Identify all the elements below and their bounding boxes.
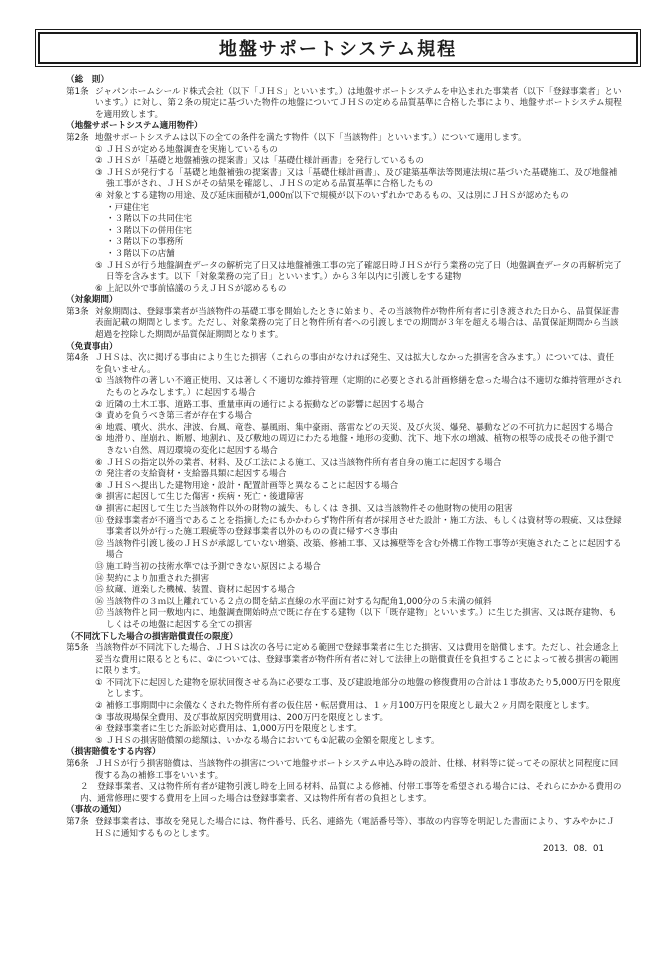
sub-paragraph: ２ 登録事業者、又は物件所有者が建物引渡し時を上回る材料、品質による修補、付帯工事等を希望される場合には、それらにかかる費用の内、通常修理に要する費用を上回った場合は登録事業者、又は物件所有者の負担とします。: [80, 782, 622, 804]
item-text: 当該物件引渡し後のＪＨＳが承認していない増築、改築、修補工事、又は擁壁等を含む外構工作物工事等が実施されたことに起因する場合: [106, 538, 622, 561]
item-text: 上記以外で事前協議のうえＪＨＳが認めるもの: [106, 283, 287, 294]
list-item: [66, 400, 622, 412]
list-item: [66, 701, 622, 713]
article-text: [95, 353, 622, 376]
item-mark: ③: [95, 167, 103, 178]
article-number: 第3条: [66, 306, 89, 317]
list-item: [66, 562, 622, 574]
list-item: [66, 736, 622, 748]
section-heading: （地盤サポートシステム適用物件）: [66, 121, 203, 132]
article-text: [95, 133, 622, 145]
item-mark: ①: [95, 677, 103, 688]
article-paragraph: ジャパンホームシールド株式会社（以下「ＪＨＳ」といいます。）は地盤サポートシステムを申込まれた事業者（以下「登録事業者」といいます。）に対し、第２条の規定に基づいた物件の地盤についてＪＨＳの定める品質基準に合格した事により、地盤サポートシステム規程を適用致します。: [95, 86, 622, 120]
article-number: 第6条: [66, 759, 89, 770]
item-text: 登録事業者が不適当であることを指摘したにもかかわらず物件所有者が採用させた設計・施工方法、もしくは資材等の瑕疵、又は登録事業者以外が行った施工瑕疵等の登録事業者以外のものの責に帰すべき事由: [106, 515, 622, 538]
item-mark: ②: [95, 399, 103, 410]
item-text: 対象とする建物の用途、及び延床面積が1,000㎡以下で規模が以下のいずれかであるもの、又は別にＪＨＳが認めたもの: [106, 190, 569, 201]
list-item: [66, 724, 622, 736]
list-item: [66, 376, 622, 399]
list-item: [66, 481, 622, 493]
article-paragraph: 登録事業者は、事故を発見した場合には、物件番号、氏名、連絡先（電話番号等）、事故の内容等を明記した書面により、すみやかにＪＨＳに通知するものとします。: [95, 817, 615, 839]
list-item: [66, 168, 622, 191]
item-text: ＪＨＳが「基礎と地盤補強の提案書」又は「基礎仕様計画書」を発行しているもの: [106, 156, 424, 167]
item-mark: ④: [95, 724, 103, 735]
article: [66, 643, 622, 678]
list-item: [66, 492, 622, 504]
item-text: 責めを負うべき第三者が存在する場合: [106, 411, 253, 422]
list-item: [66, 191, 622, 203]
article-paragraph: 地盤サポートシステムは以下の全ての条件を満たす物件（以下「当該物件」といいます。）について適用します。: [95, 132, 527, 143]
item-mark: ⑪: [95, 515, 104, 526]
item-text: 契約により加重された損害: [106, 573, 210, 584]
list-item: [66, 261, 622, 284]
list-item: [66, 469, 622, 481]
item-mark: ⑫: [95, 538, 104, 549]
article-paragraph: ＪＨＳが行う損害賠償は、当該物件の損害について地盤サポートシステム申込み時の設計、仕様、材料等に従ってその原状と同程度に回復する為の補修工事をいいます。: [95, 759, 619, 781]
item-mark: ②: [95, 156, 103, 167]
bullet-item: ・３階以下の事務所: [106, 237, 184, 248]
list-item: [66, 156, 622, 168]
item-text: ＪＨＳが行う地盤調査データの解析完了日又は地盤補強工事の完了確認日時ＪＨＳが行う業務の完了日（地盤調査データの再解析完了日等を含みます。以下「対象業務の完了日」といいます。）から３年以内に引渡しをする建物: [106, 260, 622, 283]
article-list: [66, 782, 622, 805]
document-title: 地盤サポートシステム規程: [38, 32, 638, 64]
item-text: 損害に起因して生じた当該物件以外の財物の滅失、もしくは き損、又は当該物件その他財物の使用の阻害: [106, 503, 513, 514]
section-heading: （事故の通知）: [66, 805, 127, 816]
article-text: [95, 759, 622, 782]
article-number: 第5条: [66, 643, 89, 654]
article-list: [66, 145, 622, 296]
list-item: [66, 678, 622, 701]
article-paragraph: 対象期間は、登録事業者が当該物件の基礎工事を開始したときに始まり、その当該物件が物件所有者に引き渡された日から、品質保証書表面記載の期間とします。ただし、対象業務の完了日と物件所有者への引渡しまでの期間が３年を超える場合は、品質保証期間から当該超過を控除した期間が品質保証期間となります。: [95, 306, 620, 341]
section-heading: （免責事由）: [66, 341, 118, 352]
list-item: [66, 458, 622, 470]
section-heading: （対象期間）: [66, 295, 118, 306]
article: [66, 133, 622, 145]
bullet-item: ・３階以下の共同住宅: [106, 214, 192, 225]
item-mark: ⑤: [95, 735, 103, 746]
item-mark: ⑥: [95, 283, 103, 294]
item-text: ＪＨＳが発行する「基礎と地盤補強の提案書」又は「基礎仕様計画書」、及び建築基準法等関連法規に基づいた基礎施工、及び地盤補強工事がされ、ＪＨＳがその結果を確認し、ＪＨＳの定める品質基準に合格したもの: [106, 167, 618, 190]
list-item: [66, 585, 622, 597]
list-item: [66, 423, 622, 435]
article-paragraph: ＪＨＳは、次に掲げる事由により生じた損害（これらの事由がなければ発生、又は拡大しなかった損害を含みます。）については、責任を負いません。: [95, 353, 615, 375]
article-text: [95, 643, 622, 678]
list-item: [66, 713, 622, 725]
item-mark: ⑨: [95, 492, 103, 503]
section-heading: （総 則）: [66, 75, 109, 85]
article: [66, 353, 622, 376]
item-text: 当該物件の３ｍ以上離れている２点の間を結ぶ直線の水平面に対する勾配角1,000分の５未満の傾斜: [106, 596, 492, 607]
item-text: ＪＨＳが定める地盤調査を実施しているもの: [106, 144, 278, 155]
item-mark: ③: [95, 712, 103, 723]
list-item: [66, 608, 622, 631]
article: [66, 87, 622, 122]
article-text: [95, 87, 622, 122]
item-mark: ③: [95, 411, 103, 422]
item-text: 施工時当初の技術水準では予測できない原因による場合: [106, 561, 321, 572]
article-text: [95, 307, 622, 342]
item-mark: ⑤: [95, 260, 103, 271]
list-item: [66, 434, 622, 457]
item-text: 事故現場保全費用、及び事故原因究明費用は、200万円を限度とします。: [106, 712, 389, 723]
article-number: 第1条: [66, 86, 89, 97]
list-item: [66, 597, 622, 609]
bullet-item: ・３階以下の店舗: [106, 248, 175, 259]
list-item: [66, 539, 622, 562]
article-number: 第4条: [66, 353, 89, 364]
item-mark: ②: [95, 701, 103, 712]
article-list: [66, 376, 622, 631]
item-text: ＪＨＳの損害賠償額の総額は、いかなる場合においても①記載の金額を限度とします。: [106, 735, 440, 746]
item-mark: ④: [95, 422, 103, 433]
item-text: 近隣の土木工事、道路工事、重量車両の通行による振動などの影響に起因する場合: [106, 399, 424, 410]
article-paragraph: 当該物件が不同沈下した場合、ＪＨＳは次の各号に定める範囲で登録事業者に生じた損害、又は費用を賠償します。ただし、社会通念上妥当な費用に限るとともに、②については、登録事業者が物件所有者に対して法律上の賠償責任を負担することによって被る損害の範囲に限ります。: [95, 643, 619, 677]
document-body: [66, 75, 622, 856]
item-mark: ⑭: [95, 573, 104, 584]
item-text: ＪＨＳへ提出した建物用途・設計・配置計画等と異なることに起因する場合: [106, 480, 399, 491]
item-mark: ⑬: [95, 561, 104, 572]
article-text: [95, 817, 622, 840]
item-text: 地震、噴火、洪水、津波、台風、竜巻、暴風雨、集中豪雨、落雷などの天災、及び火災、爆発、暴動などの不可抗力に起因する場合: [106, 422, 614, 433]
item-mark: ⑯: [95, 596, 104, 607]
revision-date: 2013．08．01: [543, 844, 604, 855]
item-text: 損害に起因して生じた傷害・疾病・死亡・後遺障害: [106, 492, 304, 503]
item-mark: ①: [95, 144, 103, 155]
section-heading: （不同沈下した場合の損害賠償責任の限度）: [66, 631, 238, 642]
bullet-item: ・戸建住宅: [106, 202, 149, 213]
item-mark: ⑥: [95, 457, 103, 468]
list-item: [66, 145, 622, 157]
article-number: 第7条: [66, 817, 89, 827]
item-text: 地滑り、崖崩れ、断層、地割れ、及び敷地の周辺にわたる地盤・地形の変動、沈下、地下水の増減、植物の根等の成長その他予測できない自然、周辺環境の変化に起因する場合: [106, 434, 615, 456]
item-mark: ⑤: [95, 434, 103, 445]
item-mark: ⑧: [95, 480, 103, 491]
item-mark: ①: [95, 376, 103, 387]
item-text: 補修工事期間中に余儀なくされた物件所有者の仮住居・転居費用は、１ヶ月100万円を限度とし最大２ヶ月間を限度とします。: [106, 701, 595, 712]
item-text: 当該物件と同一敷地内に、地盤調査開始時点で既に存在する建物（以下「既存建物」といいます。）に生じた損害、又は既存建物、もしくはその地盤に起因する全ての損害: [106, 608, 617, 630]
section-heading: （損害賠償をする内容）: [66, 747, 161, 758]
bullet-item: ・３階以下の併用住宅: [106, 225, 192, 236]
list-item: [66, 574, 622, 586]
list-item: [66, 411, 622, 423]
list-item: [66, 504, 622, 516]
item-mark: ④: [95, 190, 103, 201]
item-mark: ⑮: [95, 585, 104, 596]
article: [66, 759, 622, 782]
item-mark: ⑰: [95, 608, 104, 619]
article-number: 第2条: [66, 132, 89, 143]
item-text: 登録事業者に生じた訴訟対応費用は、1,000万円を限度とします。: [106, 724, 362, 735]
item-mark: ⑩: [95, 503, 103, 514]
item-text: 発注者の支給資材・支給器具類に起因する場合: [106, 469, 287, 480]
item-text: 不同沈下に起因した建物を原状回復させる為に必要な工事、及び建設地部分の地盤の修復費用の合計は１事故あたり5,000万円を限度とします。: [106, 677, 621, 700]
article-list: [66, 678, 622, 748]
article: [66, 817, 622, 840]
item-text: 紋蔵、道楽した機械、装置、資材に起因する場合: [106, 585, 296, 596]
item-text: ＪＨＳの指定以外の業者、材料、及び工法による施工、又は当該物件所有者自身の施工に起因する場合: [106, 457, 502, 468]
item-mark: ⑦: [95, 469, 103, 480]
list-item: [66, 284, 622, 296]
item-text: 当該物件の著しい不適正使用、又は著しく不適切な維持管理（定期的に必要とされる計画修繕を怠った場合は不適切な維持管理がされたものとみなします。）に起因する場合: [106, 376, 622, 399]
article: [66, 307, 622, 342]
list-item: [66, 516, 622, 539]
